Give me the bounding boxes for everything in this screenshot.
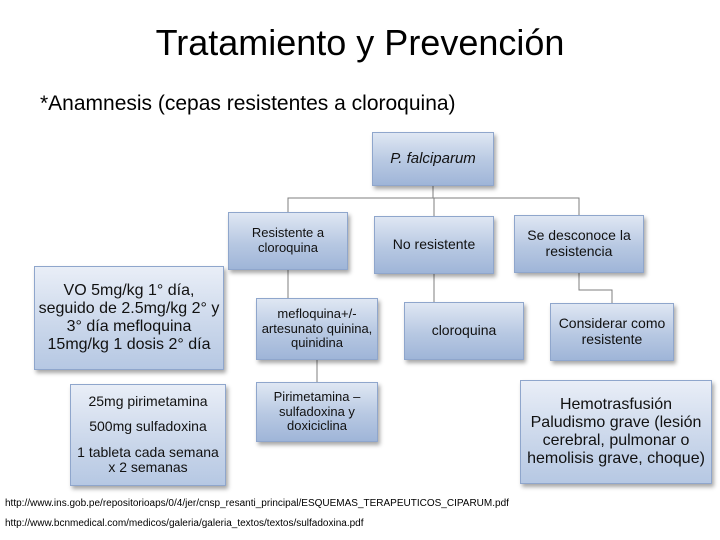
- reference-link-1[interactable]: http://www.ins.gob.pe/repositorioaps/0/4/jer/cnsp_resanti_principal/ESQUEMAS_TERAPEUTICOS_CIPARUM.pdf: [5, 498, 509, 509]
- dose-line: 500mg sulfadoxina: [89, 418, 207, 435]
- paludismo-grave-text: Paludismo grave (lesión cerebral, pulmonar o hemolisis grave, choque): [527, 414, 705, 467]
- slide-title: Tratamiento y Prevención: [155, 22, 565, 63]
- dose-line: 25mg pirimetamina: [88, 392, 208, 409]
- mefloquina-node: mefloquina+/- artesunato quinina, quinidina: [256, 298, 378, 360]
- pirimetamina-node: Pirimetamina – sulfadoxina y doxiciclina: [256, 382, 378, 442]
- pirimetamina-dose-box: [70, 384, 226, 486]
- p-falciparum-node: P. falciparum: [372, 132, 494, 186]
- slide-subtitle: *Anamnesis (cepas resistentes a cloroquina): [40, 92, 456, 115]
- hemotrasfusion-text: Hemotrasfusión: [559, 396, 673, 414]
- dose-line: 1 tableta cada semana x 2 semanas: [77, 443, 219, 476]
- cloroquina-node: cloroquina: [404, 302, 524, 360]
- connector-desconoce-considerar: [579, 273, 612, 303]
- no-resistente-node: No resistente: [374, 216, 494, 274]
- reference-link-2[interactable]: http://www.bcnmedical.com/medicos/galeria/galeria_textos/textos/sulfadoxina.pdf: [5, 518, 364, 529]
- paludismo-grave-box: [520, 380, 712, 484]
- mefloquina-dose-box: VO 5mg/kg 1° día, seguido de 2.5mg/kg 2° y 3° día mefloquina 15mg/kg 1 dosis 2° día: [34, 266, 224, 370]
- considerar-resistente-node: Considerar como resistente: [550, 303, 674, 361]
- resistente-node: Resistente a cloroquina: [228, 212, 348, 270]
- desconoce-resistencia-node: Se desconoce la resistencia: [514, 215, 644, 273]
